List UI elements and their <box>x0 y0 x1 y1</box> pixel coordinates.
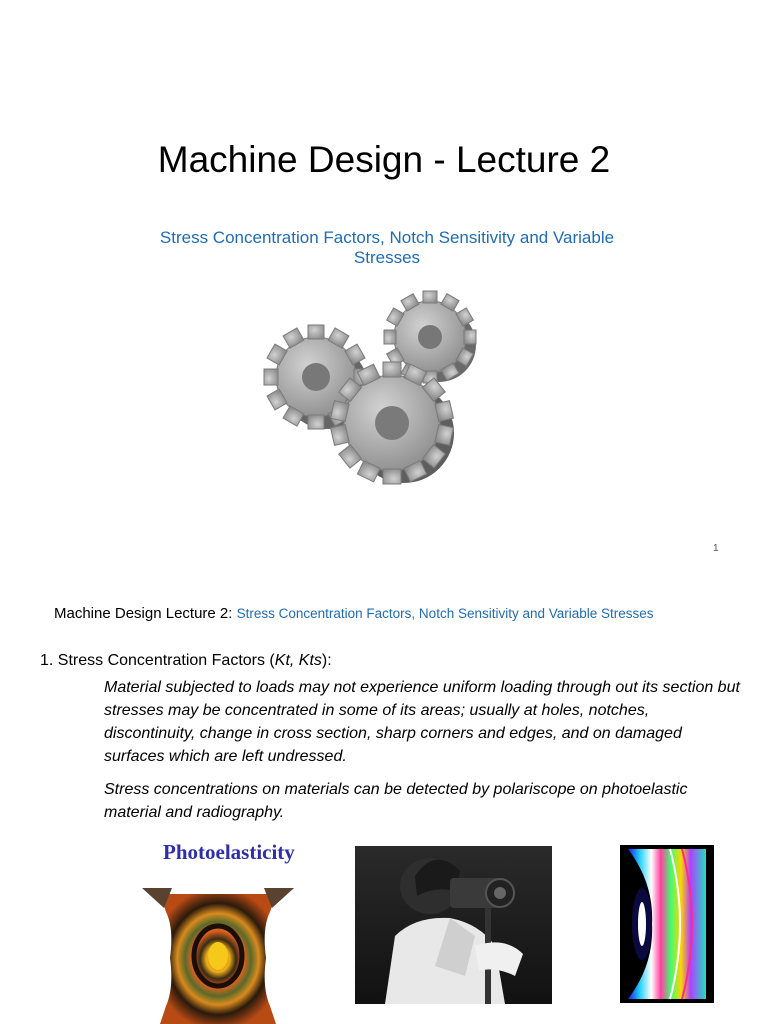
fringe-pattern-image <box>620 845 714 1003</box>
gear-large <box>331 362 454 484</box>
photoelastic-specimen-image <box>142 888 294 1024</box>
slide-title: Machine Design - Lecture 2 <box>157 139 611 180</box>
photoelasticity-label: Photoelasticity <box>163 840 295 864</box>
camera-operator-image <box>355 846 552 1004</box>
slide-subtitle: Stress Concentration Factors, Notch Sensitivity and Variable Stresses <box>159 228 615 267</box>
section-heading <box>40 651 332 671</box>
section-symbols: Kt, Kts <box>274 652 322 669</box>
section-number-label: 1. Stress Concentration Factors ( <box>40 652 275 669</box>
page-number: 1 <box>713 543 719 554</box>
paragraph-detection: Stress concentrations on materials can be detected by polariscope on photoelastic material and radiography. <box>104 781 688 821</box>
slide2-heading-prefix: Machine Design Lecture 2: <box>54 605 233 622</box>
slide2-heading <box>54 604 654 624</box>
section-suffix: ): <box>321 652 332 669</box>
slide2-heading-topic: Stress Concentration Factors, Notch Sensitivity and Variable Stresses <box>236 606 654 621</box>
paragraph-stress-intro: Material subjected to loads may not experience uniform loading through out its section but stresses may be concentrated in some of its areas; usually at holes, notches, discontinuity, change in cross section, sharp corners and edges, and on damaged surfaces which are left undressed. <box>104 679 740 765</box>
gears-illustration <box>248 285 520 515</box>
